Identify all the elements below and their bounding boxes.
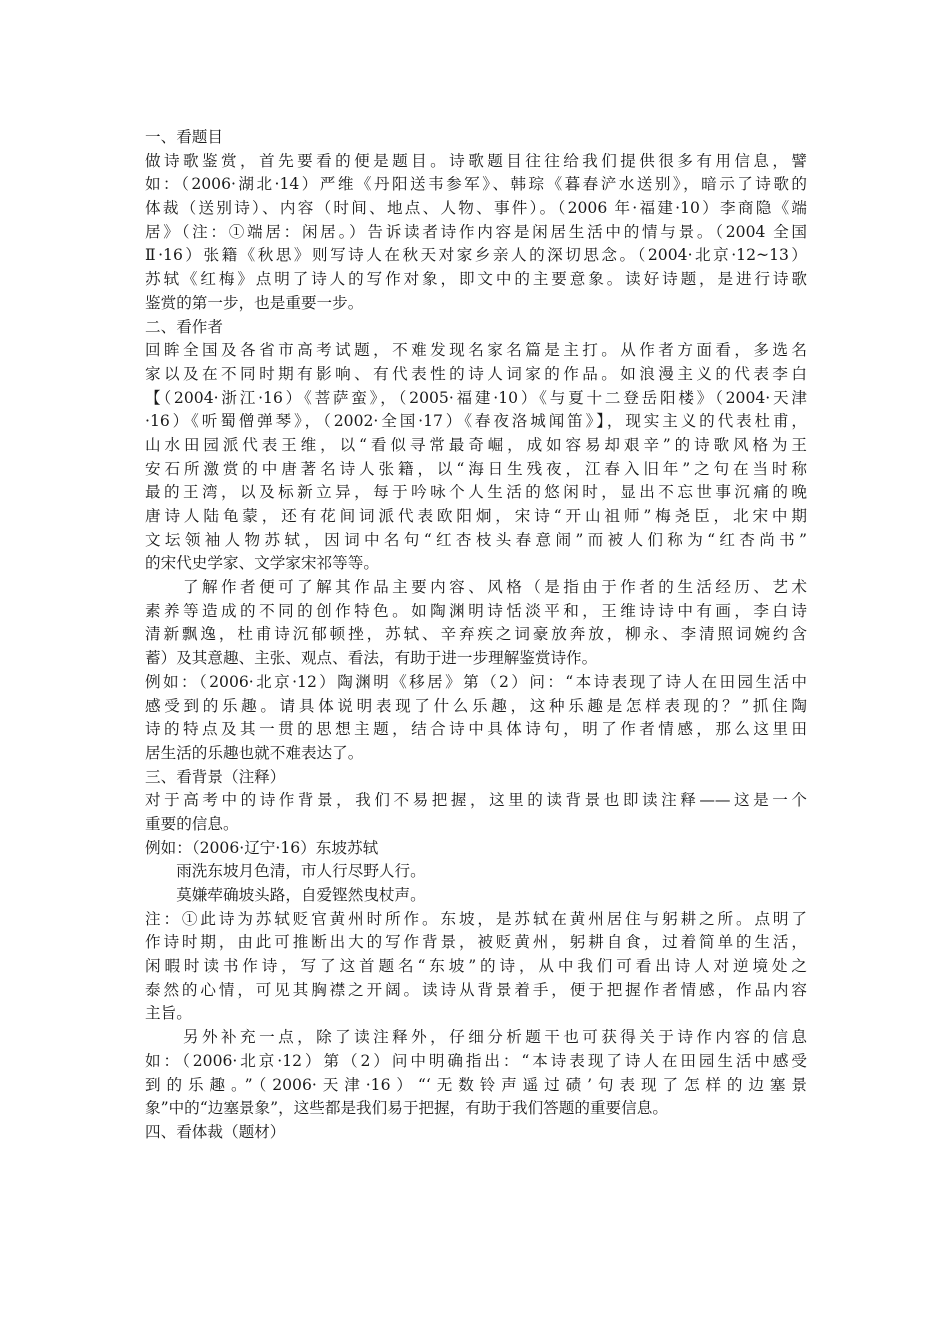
text-line: 蓄）及其意趣、主张、观点、看法，有助于进一步理解鉴赏诗作。 xyxy=(145,649,598,668)
text-line: 雨洗东坡月色清，市人行尽野人行。 xyxy=(145,862,426,881)
text-line: 莫嫌荦确坡头路，自爱铿然曳杖声。 xyxy=(145,886,426,904)
text-line: 居》（注：①端居：闲居。）告诉读者诗作内容是闲居生活中的情与景。（2004 全国 xyxy=(145,222,807,241)
text-line: 对于高考中的诗作背景，我们不易把握，这里的读背景也即读注释——这是一个 xyxy=(145,791,807,810)
text-line: 到的乐趣。”（2006·天津·16）“‘无数铃声遥过碛’句表现了怎样的边塞景 xyxy=(145,1075,807,1094)
text-line: 另外补充一点，除了读注释外，仔细分析题干也可获得关于诗作内容的信息 xyxy=(145,1028,807,1047)
text-line: 如：（2006·湖北·14）严维《丹阳送韦参军》、韩琮《暮春浐水送别》，暗示了诗歌的 xyxy=(145,175,807,194)
document-body xyxy=(145,126,807,1145)
text-line: 做诗歌鉴赏，首先要看的便是题目。诗歌题目往往给我们提供很多有用信息，譬 xyxy=(145,151,807,170)
text-line: Ⅱ·16）张籍《秋思》则写诗人在秋天对家乡亲人的深切思念。（2004·北京·12~13） xyxy=(145,246,807,265)
text-line: 闲暇时读书作诗，写了这首题名“东坡”的诗，从中我们可看出诗人对逆境处之 xyxy=(145,957,807,976)
text-line: 安石所激赏的中唐著名诗人张籍，以“海日生残夜，江春入旧年”之句在当时称 xyxy=(145,459,807,478)
text-line: 三、看背景（注释） xyxy=(145,767,286,786)
paragraph xyxy=(145,150,807,316)
text-line: 居生活的乐趣也就不难表达了。 xyxy=(145,743,364,762)
text-line: 如：（2006·北京·12）第（2）问中明确指出：“本诗表现了诗人在田园生活中感受 xyxy=(145,1051,807,1070)
paragraph xyxy=(145,671,807,766)
text-line: ·16）《听蜀僧弹琴》，（2002·全国·17）《春夜洛城闻笛》】，现实主义的代表杜甫， xyxy=(145,412,807,431)
text-line: 四、看体裁（题材） xyxy=(145,1122,286,1141)
text-line: 重要的信息。 xyxy=(145,814,239,833)
text-line: 最的王湾，以及标新立异，每于吟咏个人生活的悠闲时，显出不忘世事沉痛的晚 xyxy=(145,483,807,502)
paragraph xyxy=(145,860,807,884)
text-line: 鉴赏的第一步，也是重要一步。 xyxy=(145,293,364,312)
section-heading xyxy=(145,1121,807,1145)
text-line: 的宋代史学家、文学家宋祁等等。 xyxy=(145,554,379,573)
text-line: 象”中的“边塞景象”，这些都是我们易于把握，有助于我们答题的重要信息。 xyxy=(145,1099,668,1118)
paragraph xyxy=(145,339,807,576)
text-line: 素养等造成的不同的创作特色。如陶渊明诗恬淡平和，王维诗诗中有画，李白诗 xyxy=(145,601,807,620)
text-line: 作诗时期，由此可推断出大的写作背景，被贬黄州，躬耕自食，过着简单的生活， xyxy=(145,933,807,952)
text-line: 诗的特点及其一贯的思想主题，结合诗中具体诗句，明了作者情感，那么这里田 xyxy=(145,720,807,739)
section-heading xyxy=(145,316,807,340)
text-line: 山水田园派代表王维，以“看似寻常最奇崛，成如容易却艰辛”的诗歌风格为王 xyxy=(145,435,807,454)
text-line: 体裁（送别诗）、内容（时间、地点、人物、事件）。（2006 年·福建·10）李商隐《端 xyxy=(145,199,807,218)
section-heading xyxy=(145,126,807,150)
paragraph xyxy=(145,576,807,671)
paragraph xyxy=(145,908,807,1026)
text-line: 主旨。 xyxy=(145,1004,192,1023)
paragraph xyxy=(145,884,807,908)
text-line: 苏轼《红梅》点明了诗人的写作对象，即文中的主要意象。读好诗题，是进行诗歌 xyxy=(145,270,807,289)
section-heading xyxy=(145,766,807,790)
text-line: 一、看题目 xyxy=(145,128,223,146)
text-line: 【（2004·浙江·16）《菩萨蛮》，（2005·福建·10）《与夏十二登岳阳楼》（2004·天津 xyxy=(145,388,807,407)
text-line: 二、看作者 xyxy=(145,317,223,336)
text-line: 泰然的心情，可见其胸襟之开阔。读诗从背景着手，便于把握作者情感，作品内容 xyxy=(145,980,807,999)
text-line: 注：①此诗为苏轼贬官黄州时所作。东坡，是苏轼在黄州居住与躬耕之所。点明了 xyxy=(145,909,807,928)
text-line: 家以及在不同时期有影响、有代表性的诗人词家的作品。如浪漫主义的代表李白 xyxy=(145,364,807,383)
text-line: 例如：（2006·北京·12）陶渊明《移居》第（2）问：“本诗表现了诗人在田园生活中 xyxy=(145,672,807,691)
text-line: 文坛领袖人物苏轼，因词中名句“红杏枝头春意闹”而被人们称为“红杏尚书” xyxy=(145,530,807,549)
paragraph xyxy=(145,837,807,861)
text-line: 清新飘逸，杜甫诗沉郁顿挫，苏轼、辛弃疾之词豪放奔放，柳永、李清照词婉约含 xyxy=(145,625,807,644)
text-line: 了解作者便可了解其作品主要内容、风格（是指由于作者的生活经历、艺术 xyxy=(145,578,807,597)
paragraph xyxy=(145,789,807,836)
text-line: 例如：（2006·辽宁·16）东坡苏轼 xyxy=(145,838,379,857)
text-line: 感受到的乐趣。请具体说明表现了什么乐趣，这种乐趣是怎样表现的？”抓住陶 xyxy=(145,696,807,715)
text-line: 回眸全国及各省市高考试题，不难发现名家名篇是主打。从作者方面看，多选名 xyxy=(145,341,807,360)
text-line: 唐诗人陆龟蒙，还有花间词派代表欧阳炯，宋诗“开山祖师”梅尧臣，北宋中期 xyxy=(145,507,807,525)
paragraph xyxy=(145,1026,807,1121)
